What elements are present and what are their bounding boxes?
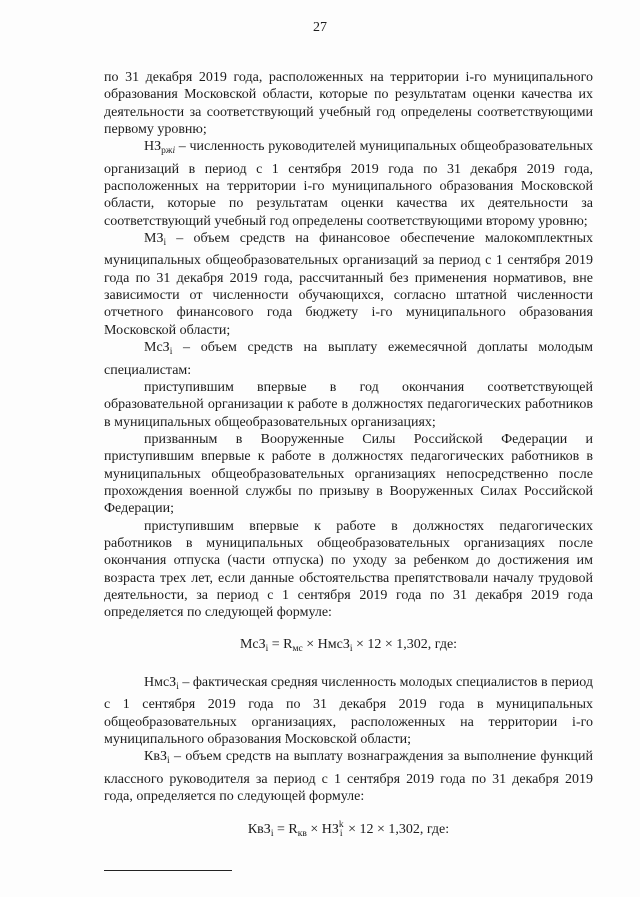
paragraph-case-parental-leave: приступившим впервые к работе в должностях педагогических работников в муниципальных общеобразовательных организациях после окончания отпуска (части отпуска) по уходу за ребенком до достижения им возраста трех лет, если данные обстоятельства препятствовали началу трудовой деятельности, за период с 1 сентября 2019 года по 31 декабря 2019 года определяется по следующей формуле: <box>104 518 593 621</box>
formula-kvz: $КвЗ_i = R_{кв}$ × НЗ k i × 12 × 1,302, где: <box>247 820 450 840</box>
paragraph-case-military: призванным в Вооруженные Силы Российской Федерации и приступившим впервые к работе в должностях педагогических работников в муниципальных общеобразовательных организациях непосредственно после прохождения военной службы по призыву в Вооруженных Силах Российской Федерации; <box>104 431 593 517</box>
document-body <box>104 69 593 860</box>
paragraph-msz: МсЗ$_i$ – объем средств на выплату ежемесячной доплаты молодым специалистам: <box>104 340 593 378</box>
paragraph-nmsz: НмсЗ$_i$ – фактическая средняя численность молодых специалистов в период с 1 сентября 2019 года по 31 декабря 2019 года в муниципальных общеобразовательных организациях, расположенных на территории i-го муниципального образования Московской области; <box>104 675 593 748</box>
formula-msz: $МсЗ_i = R_{мс}$ × НмсЗ$_i$ × 12 × 1,302, где: <box>239 636 458 654</box>
footnote-separator <box>104 870 232 871</box>
paragraph-continuation: по 31 декабря 2019 года, расположенных на территории i-го муниципального образования Московской области, которые по результатам оценки качества их деятельности за соответствующий учебный год определены соответствующими первому уровню; <box>104 70 593 138</box>
paragraph-case-graduates: приступившим впервые в год окончания соответствующей образовательной организации к работе в должностях педагогических работников в муниципальных общеобразовательных организациях; <box>104 379 593 430</box>
paragraph-kvz: КвЗ$_i$ – объем средств на выплату вознаграждения за выполнение функций классного руководителя за период с 1 сентября 2019 года по 31 декабря 2019 года, определяется по следующей формуле: <box>104 749 593 805</box>
page-number: 27 <box>313 20 327 35</box>
paragraph-mz: $МЗ_i$ – объем средств на финансовое обеспечение малокомплектных муниципальных общеобразовательных организаций за период с 1 сентября 2019 года по 31 декабря 2019 года, рассчитанный без применения нормативов, вне зависимости от численности обучающихся, согласно штатной численности отчетного финансового года бюджету i-го муниципального образования Московской области; <box>104 231 593 338</box>
paragraph-nz-rzh: $НЗ_{ржi}$ – численность руководителей муниципальных общеобразовательных организаций в период с 1 сентября 2019 года по 31 декабря 2019 года, расположенных на территории i-го муниципального образования Московской области, которые по результатам оценки качества их деятельности за соответствующий учебный год определены соответствующими второму уровню; <box>104 139 593 229</box>
